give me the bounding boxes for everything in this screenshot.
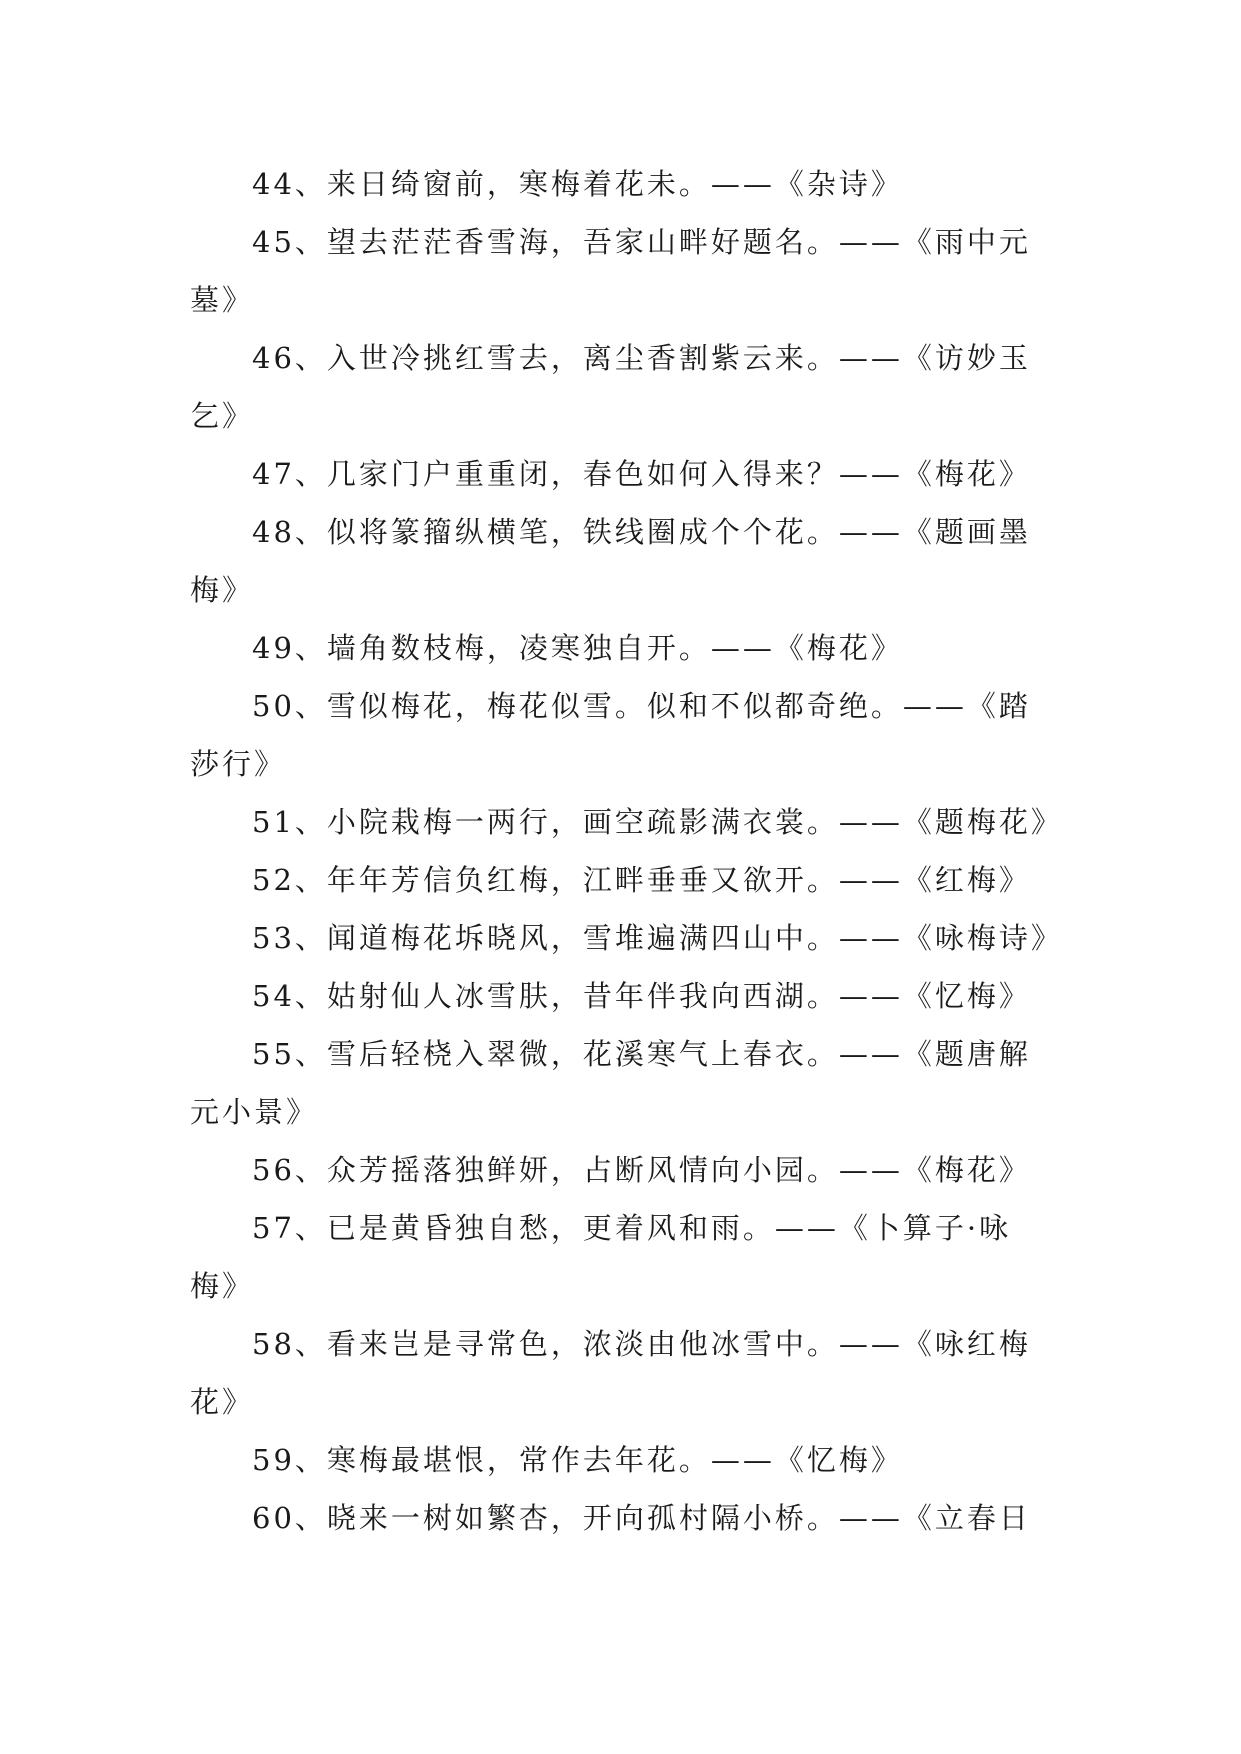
text-line: 51、小院栽梅一两行，画空疏影满衣裳。——《题梅花》 [252,805,1063,839]
poem-list [190,155,1063,1547]
text-line: 47、几家门户重重闭，春色如何入得来？——《梅花》 [252,457,1031,491]
text-line: 53、闻道梅花坼晓风，雪堆遍满四山中。——《咏梅诗》 [252,921,1063,955]
text-line: 59、寒梅最堪恨，常作去年花。——《忆梅》 [252,1443,903,1477]
text-line: 45、望去茫茫香雪海，吾家山畔好题名。——《雨中元 [252,225,1031,259]
text-line: 乞》 [190,399,255,433]
text-line: 梅》 [190,1269,255,1303]
text-line: 50、雪似梅花，梅花似雪。似和不似都奇绝。——《踏 [252,689,1031,723]
text-line: 55、雪后轻桡入翠微，花溪寒气上春衣。——《题唐解 [252,1037,1031,1071]
text-line: 梅》 [190,573,255,607]
text-line: 49、墙角数枝梅，凌寒独自开。——《梅花》 [252,631,903,665]
text-line: 54、姑射仙人冰雪肤，昔年伴我向西湖。——《忆梅》 [252,979,1031,1013]
text-line: 莎行》 [190,747,287,781]
text-line: 60、晓来一树如繁杏，开向孤村隔小桥。——《立春日 [252,1501,1031,1535]
text-line: 52、年年芳信负红梅，江畔垂垂又欲开。——《红梅》 [252,863,1031,897]
text-line: 元小景》 [190,1095,319,1129]
text-line: 48、似将篆籀纵横笔，铁线圈成个个花。——《题画墨 [252,515,1031,549]
text-line: 44、来日绮窗前，寒梅着花未。——《杂诗》 [252,167,903,201]
text-line: 57、已是黄昏独自愁，更着风和雨。——《卜算子·咏 [252,1211,1012,1245]
text-line: 墓》 [190,283,255,317]
text-line: 56、众芳摇落独鲜妍，占断风情向小园。——《梅花》 [252,1153,1031,1187]
text-line: 46、入世冷挑红雪去，离尘香割紫云来。——《访妙玉 [252,341,1031,375]
text-line: 58、看来岂是寻常色，浓淡由他冰雪中。——《咏红梅 [252,1327,1031,1361]
text-line: 花》 [190,1385,255,1419]
